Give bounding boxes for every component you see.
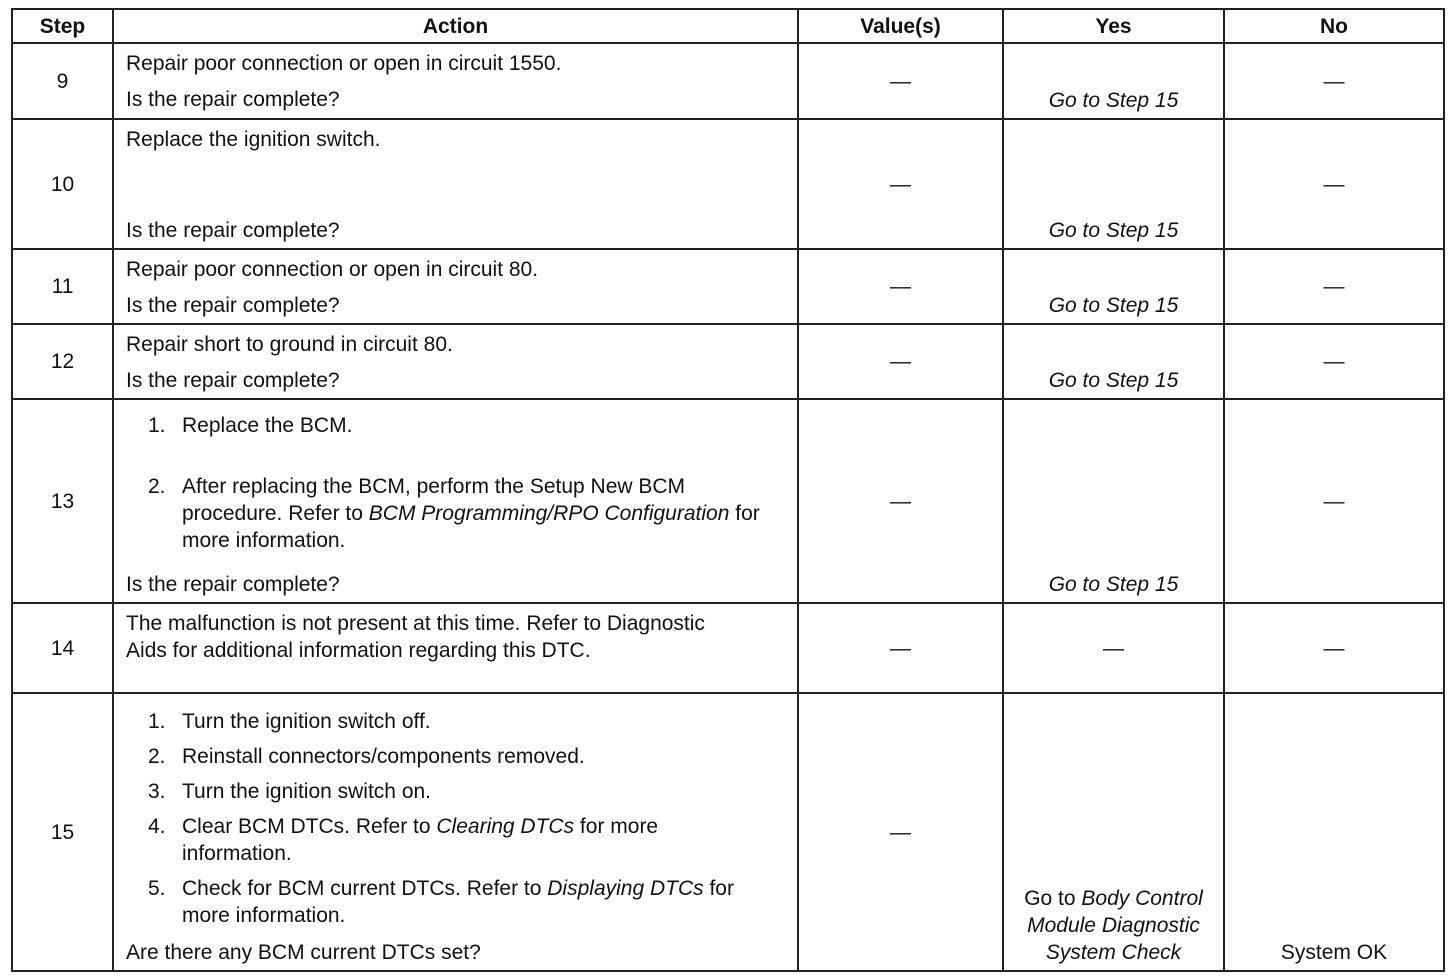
list-item-text: for more information. <box>182 502 760 552</box>
action-cell <box>113 43 798 119</box>
step-number: 14 <box>12 603 113 693</box>
table-row-step-9 <box>12 43 1444 119</box>
table-row-step-14 <box>12 603 1444 693</box>
yes-link[interactable]: Go to Step 15 <box>1003 249 1224 324</box>
list-item-text: Turn the ignition switch on. <box>182 780 432 803</box>
list-item-number: 2. <box>148 475 166 498</box>
question-text: Is the repair complete? <box>126 219 340 242</box>
yes-link[interactable]: Body Control Module Diagnostic System Check <box>1027 887 1203 964</box>
list-item-text: After replacing the BCM, perform the Setup New BCM procedure. Refer to <box>182 475 686 525</box>
action-cell <box>113 399 798 603</box>
list-item <box>126 743 785 770</box>
table-row-step-13 <box>12 399 1444 603</box>
no-cell: — <box>1224 249 1444 324</box>
list-item-number: 5. <box>148 877 166 900</box>
reference-link[interactable]: BCM Programming/RPO Configuration <box>368 502 730 525</box>
header-no: No <box>1224 9 1444 43</box>
values-cell: — <box>798 399 1003 603</box>
yes-cell <box>1003 693 1224 971</box>
reference-link[interactable]: Displaying DTCs <box>547 877 704 900</box>
table-row-step-15 <box>12 693 1444 971</box>
procedure-list <box>126 412 785 554</box>
question-text: Is the repair complete? <box>126 369 340 392</box>
list-item-text: Turn the ignition switch off. <box>182 710 431 733</box>
table-row-step-10 <box>12 119 1444 249</box>
step-number: 13 <box>12 399 113 603</box>
list-item <box>126 412 785 439</box>
no-cell: — <box>1224 603 1444 693</box>
yes-cell: — <box>1003 603 1224 693</box>
values-cell: — <box>798 693 1003 971</box>
list-item-text: for more information. <box>182 877 734 927</box>
no-cell: — <box>1224 399 1444 603</box>
table-row-step-11 <box>12 249 1444 324</box>
action-text: Repair short to ground in circuit 80. <box>126 333 453 356</box>
list-item-number: 3. <box>148 780 166 803</box>
action-text: Replace the ignition switch. <box>126 128 381 151</box>
question-text: Is the repair complete? <box>126 294 340 317</box>
values-cell: — <box>798 249 1003 324</box>
list-item-number: 1. <box>148 710 166 733</box>
yes-prefix: Go to <box>1024 887 1082 910</box>
yes-link[interactable]: Go to Step 15 <box>1003 324 1224 399</box>
no-cell: — <box>1224 119 1444 249</box>
list-item-text: Clear BCM DTCs. Refer to <box>182 815 437 838</box>
action-cell <box>113 324 798 399</box>
step-number: 10 <box>12 119 113 249</box>
diagnostic-table <box>11 8 1445 972</box>
step-number: 12 <box>12 324 113 399</box>
reference-link[interactable]: Clearing DTCs <box>436 815 575 838</box>
list-item <box>126 778 785 805</box>
list-item <box>126 473 785 554</box>
action-cell <box>113 693 798 971</box>
question-text: Are there any BCM current DTCs set? <box>126 941 481 964</box>
list-item <box>126 813 785 867</box>
no-cell: System OK <box>1224 693 1444 971</box>
no-cell: — <box>1224 324 1444 399</box>
list-item-text: Replace the BCM. <box>182 414 353 437</box>
header-action: Action <box>113 9 798 43</box>
no-cell: — <box>1224 43 1444 119</box>
action-text: Repair poor connection or open in circuit 80. <box>126 258 539 281</box>
values-cell: — <box>798 324 1003 399</box>
list-item-text: for more information. <box>182 815 659 865</box>
list-item-number: 2. <box>148 745 166 768</box>
procedure-list <box>126 708 785 929</box>
list-item-number: 4. <box>148 815 166 838</box>
action-cell <box>113 249 798 324</box>
table-row-step-12 <box>12 324 1444 399</box>
yes-link[interactable]: Go to Step 15 <box>1003 119 1224 249</box>
step-number: 15 <box>12 693 113 971</box>
values-cell: — <box>798 603 1003 693</box>
action-cell <box>113 119 798 249</box>
header-step: Step <box>12 9 113 43</box>
question-text: Is the repair complete? <box>126 88 340 111</box>
header-yes: Yes <box>1003 9 1224 43</box>
list-item-number: 1. <box>148 414 166 437</box>
step-number: 9 <box>12 43 113 119</box>
question-text: Is the repair complete? <box>126 573 340 596</box>
list-item-text: Check for BCM current DTCs. Refer to <box>182 877 548 900</box>
action-text: Repair poor connection or open in circuit 1550. <box>126 52 562 75</box>
action-cell <box>113 603 798 693</box>
action-text: The malfunction is not present at this time. Refer to Diagnostic Aids for additional information regarding this DTC. <box>126 612 705 662</box>
list-item-text: Reinstall connectors/components removed. <box>182 745 585 768</box>
header-row <box>12 9 1444 43</box>
step-number: 11 <box>12 249 113 324</box>
list-item <box>126 708 785 735</box>
values-cell: — <box>798 43 1003 119</box>
yes-link[interactable]: Go to Step 15 <box>1003 399 1224 603</box>
header-values: Value(s) <box>798 9 1003 43</box>
yes-link[interactable]: Go to Step 15 <box>1003 43 1224 119</box>
values-cell: — <box>798 119 1003 249</box>
list-item <box>126 875 785 929</box>
